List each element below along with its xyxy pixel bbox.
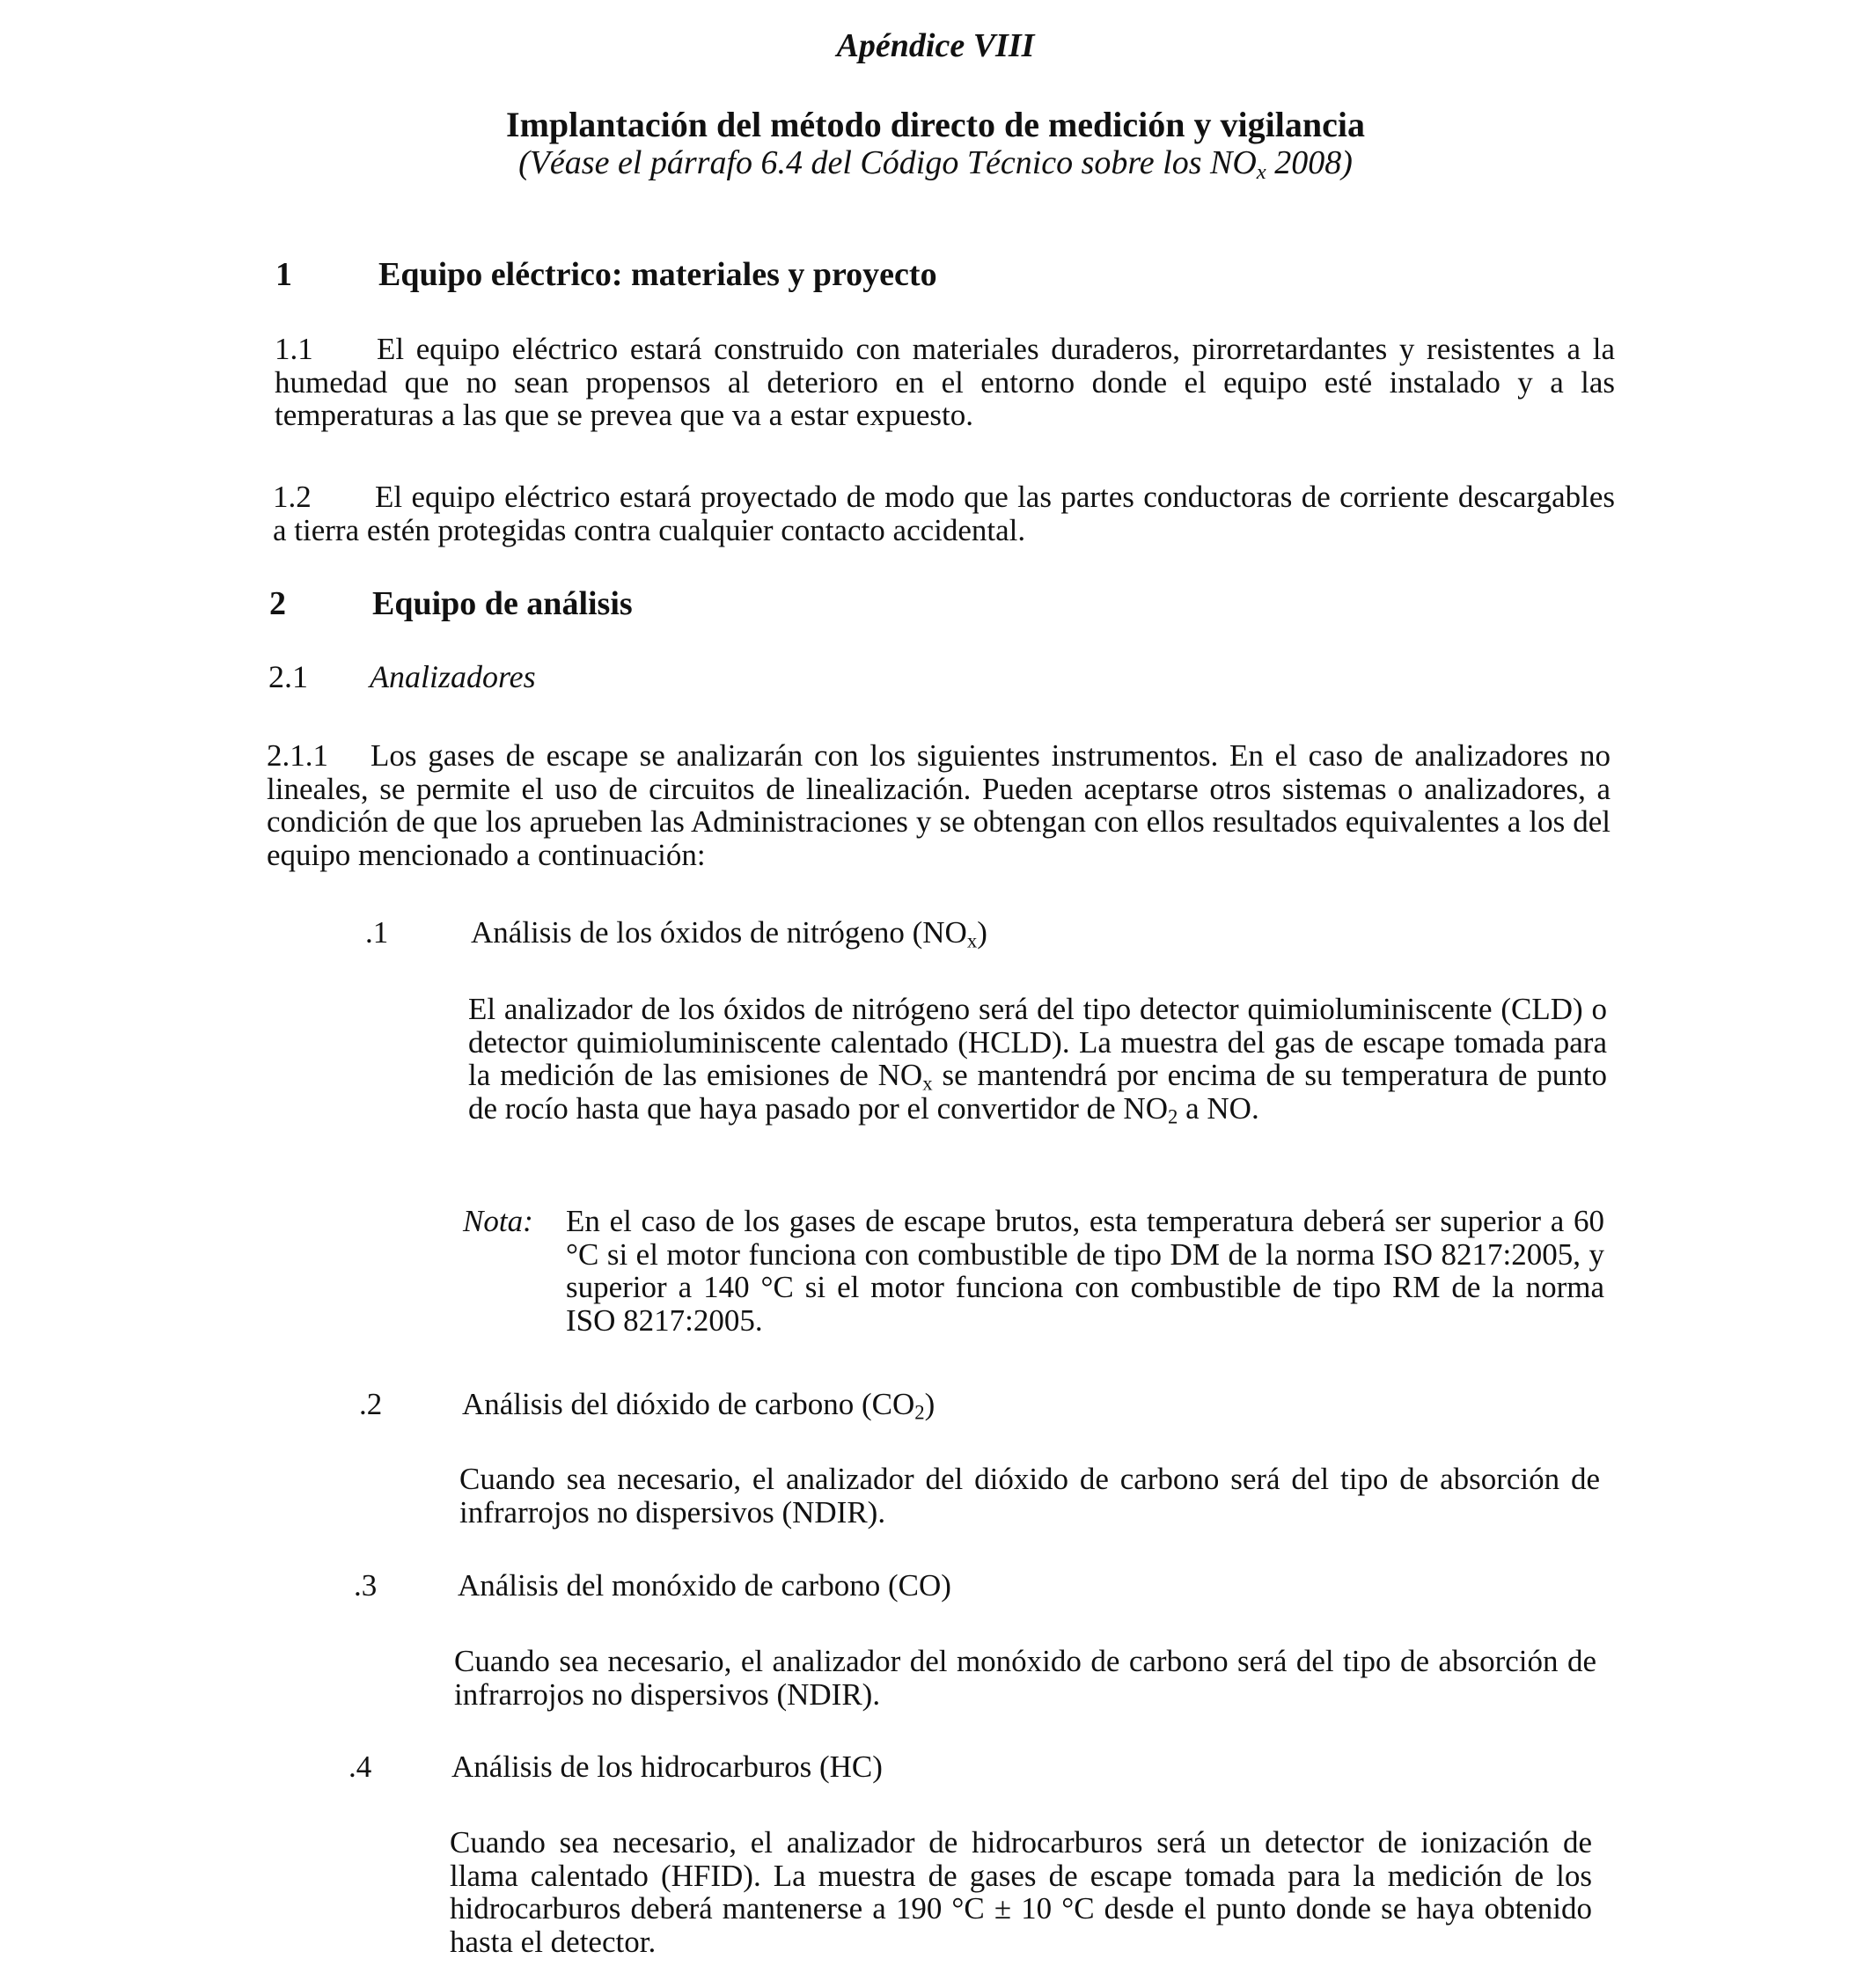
note-label: Nota: xyxy=(463,1204,533,1238)
paragraph-1-2-number: 1.2 xyxy=(273,480,312,514)
item-4-heading: Análisis de los hidrocarburos (HC) xyxy=(451,1750,883,1784)
item-1-body xyxy=(468,992,1608,1128)
item-3-heading: Análisis del monóxido de carbono (CO) xyxy=(458,1568,951,1603)
item-2-body: Cuando sea necesario, el analizador del dióxido de carbono será del tipo de absorción de infrarrojos no dispersivos (NDIR). xyxy=(459,1462,1600,1530)
item-1-heading-subscript: x xyxy=(966,929,978,952)
item-2-heading-end: ) xyxy=(924,1387,936,1421)
item-1-heading-end: ) xyxy=(977,915,987,950)
item-1-body-text: El analizador de los óxidos de nitrógeno será del tipo detector quimioluminiscente (CLD) o detector quimioluminiscente calentado (HCLD). La muestra del gas de escape tomada para la medición de las emisiones de NO xyxy=(468,992,1607,1092)
item-4-body: Cuando sea necesario, el analizador de hidrocarburos será un detector de ionización de llama calentado (HFID). La muestra de gases de escape tomada para la medición de los hidrocarburos deberá mantenerse a 190 °C ± 10 °C desde el punto donde se haya obtenido hasta el detector. xyxy=(450,1825,1592,1959)
item-3-body: Cuando sea necesario, el analizador del monóxido de carbono será del tipo de absorción de infrarrojos no dispersivos (NDIR). xyxy=(454,1644,1596,1712)
item-1-body-subscript-2: 2 xyxy=(1168,1105,1178,1128)
item-3-number: .3 xyxy=(354,1568,378,1603)
section-1-number: 1 xyxy=(275,256,292,293)
paragraph-1-1-text: El equipo eléctrico estará construido con materiales duraderos, pirorretardantes y resistentes a la humedad que no sean propensos al deterioro en el entorno donde el equipo esté instalado y a las temperaturas a las que se prevea que va a estar expuesto. xyxy=(275,332,1615,432)
paragraph-2-1-1-number: 2.1.1 xyxy=(267,738,328,773)
subtitle-text-end: 2008) xyxy=(1266,144,1353,181)
paragraph-2-1-1-text: Los gases de escape se analizarán con los siguientes instrumentos. En el caso de analizadores no lineales, se permite el uso de circuitos de linealización. Pueden aceptarse otros sistemas o analizadores, a condición de que los aprueben las Administraciones y se obtengan con ellos resultados equivalentes a los del equipo mencionado a continuación: xyxy=(267,738,1611,872)
item-2-number: .2 xyxy=(359,1387,383,1421)
page-title: Implantación del método directo de medición y vigilancia xyxy=(506,105,1365,144)
paragraph-1-1 xyxy=(275,333,1615,432)
paragraph-2-1-1 xyxy=(267,739,1611,871)
appendix-label: Apéndice VIII xyxy=(836,27,1035,64)
item-1-heading xyxy=(471,915,987,950)
item-1-body-text-3: a NO. xyxy=(1178,1090,1259,1126)
item-1-body-text-2: se mantendrá por encima de su temperatura de punto de rocío hasta que haya pasado por el convertidor de NO xyxy=(468,1058,1608,1126)
paragraph-1-2 xyxy=(273,480,1615,547)
subsection-2-1-number: 2.1 xyxy=(268,659,308,694)
paragraph-1-1-number: 1.1 xyxy=(275,332,313,366)
section-2-number: 2 xyxy=(269,585,286,622)
page-subtitle xyxy=(0,143,1871,185)
subsection-2-1-heading: Analizadores xyxy=(370,659,536,694)
subtitle-subscript: x xyxy=(1256,160,1266,185)
item-4-number: .4 xyxy=(349,1750,372,1784)
item-2-heading-text: Análisis del dióxido de carbono (CO xyxy=(462,1387,915,1421)
item-1-body-subscript-x: x xyxy=(922,1072,933,1095)
note-text: En el caso de los gases de escape brutos, esta temperatura deberá ser superior a 60 °C si el motor funciona con combustible de tipo DM de la norma ISO 8217:2005, y superior a 140 °C si el motor funciona con combustible de tipo RM de la norma ISO 8217:2005. xyxy=(566,1204,1604,1338)
item-1-number: .1 xyxy=(365,915,389,950)
item-2-heading xyxy=(462,1387,935,1422)
subtitle-text: (Véase el párrafo 6.4 del Código Técnico sobre los NO xyxy=(518,144,1257,181)
item-2-heading-subscript: 2 xyxy=(914,1401,925,1424)
item-1-heading-text: Análisis de los óxidos de nitrógeno (NO xyxy=(471,915,967,950)
section-2-heading: Equipo de análisis xyxy=(372,585,633,622)
section-1-heading: Equipo eléctrico: materiales y proyecto xyxy=(378,256,937,293)
paragraph-1-2-text: El equipo eléctrico estará proyectado de modo que las partes conductoras de corriente descargables a tierra estén protegidas contra cualquier contacto accidental. xyxy=(273,480,1615,547)
